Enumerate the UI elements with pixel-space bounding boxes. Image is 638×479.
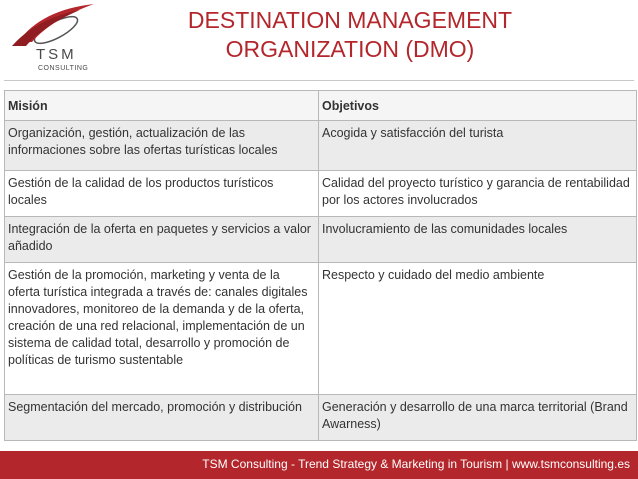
table-row — [5, 263, 637, 395]
objetivo-cell: Generación y desarrollo de una marca territorial (Brand Awarness) — [319, 395, 637, 441]
mision-cell: Integración de la oferta en paquetes y servicios a valor añadido — [5, 217, 319, 263]
title-line-2: ORGANIZATION (DMO) — [225, 36, 475, 62]
mision-cell: Segmentación del mercado, promoción y distribución — [5, 395, 319, 441]
page-title — [170, 6, 530, 64]
mision-cell: Organización, gestión, actualización de las informaciones sobre las ofertas turísticas locales — [5, 121, 319, 171]
title-line-1: DESTINATION MANAGEMENT — [187, 7, 513, 33]
table-row — [5, 217, 637, 263]
table-header-row — [5, 91, 637, 121]
header-objetivos: Objetivos — [319, 91, 637, 121]
title-divider — [4, 80, 634, 81]
objetivo-cell: Involucramiento de las comunidades locales — [319, 217, 637, 263]
logo-subtitle: CONSULTING — [38, 65, 89, 72]
mision-cell: Gestión de la calidad de los productos turísticos locales — [5, 171, 319, 217]
tsm-logo — [4, 2, 108, 78]
objetivo-cell: Acogida y satisfacción del turista — [319, 121, 637, 171]
header-mision: Misión — [5, 91, 319, 121]
logo-name: TSM — [36, 46, 77, 63]
objetivo-cell: Respecto y cuidado del medio ambiente — [319, 263, 637, 395]
table-row — [5, 121, 637, 171]
footer-text: TSM Consulting - Trend Strategy & Marketing in Tourism | www.tsmconsulting.es — [202, 457, 630, 471]
table-row — [5, 171, 637, 217]
objetivo-cell: Calidad del proyecto turístico y garancia de rentabilidad por los actores involucrados — [319, 171, 637, 217]
table-row — [5, 395, 637, 441]
logo-swoosh-icon — [4, 2, 108, 50]
mision-cell: Gestión de la promoción, marketing y venta de la oferta turística integrada a través de: canales digitales innovadores, monitoreo de la demanda y de la oferta, creación de una red relacional, implementación de un sistema de calidad total, desarrollo y promoción de políticas de turismo sustentable — [5, 263, 319, 395]
footer-bar — [0, 451, 638, 479]
dmo-table — [4, 90, 637, 441]
